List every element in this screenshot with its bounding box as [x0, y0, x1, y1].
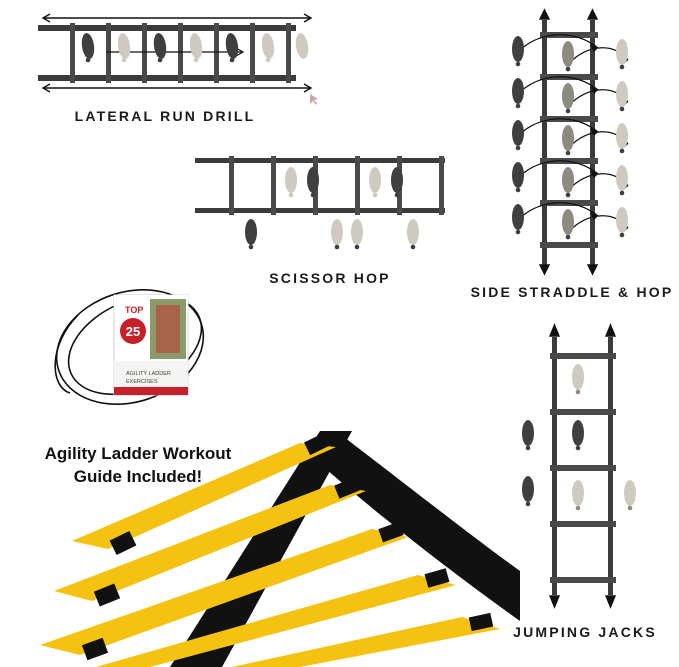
ladder-rail-bottom — [38, 75, 296, 81]
footprints — [522, 364, 636, 510]
booklet-sub-label-2: EXERCISES — [126, 379, 158, 385]
ladder-rail-top — [38, 25, 296, 31]
guide-line-1: Agility Ladder Workout — [44, 444, 232, 463]
guide-line-2: Guide Included! — [73, 466, 203, 486]
caption-side-straddle-and-hop: SIDE STRADDLE & HOP — [470, 284, 674, 300]
booklet-sub-label: AGILITY LADDER — [126, 371, 171, 377]
footprints — [80, 32, 310, 62]
guide-booklet — [114, 295, 188, 395]
ladder-rungs — [550, 353, 616, 583]
panel-side-straddle-and-hop — [490, 4, 679, 279]
arrow-top — [43, 14, 311, 22]
arrow-bottom — [43, 84, 311, 92]
footprints-outside — [245, 219, 419, 249]
yellow-agility-ladder — [0, 425, 520, 667]
caption-scissor-hop: SCISSOR HOP — [269, 270, 391, 286]
ladder-rungs — [229, 156, 444, 215]
caption-lateral-run-drill: LATERAL RUN DRILL — [74, 108, 256, 124]
ladder-rungs — [70, 23, 291, 83]
lateral-run-drill-diagram — [10, 6, 320, 106]
ladder-rail-right — [590, 20, 595, 265]
footprints — [512, 36, 628, 239]
booklet-number: 25 — [125, 324, 141, 339]
footprints-inside — [285, 167, 403, 197]
cursor-mark — [310, 94, 318, 105]
panel-lateral-run-drill — [10, 6, 320, 106]
panel-scissor-hop — [185, 140, 475, 260]
panel-agility-guide — [30, 275, 250, 435]
panel-agility-ladder-product — [0, 425, 520, 667]
caption-jumping-jacks: JUMPING JACKS — [513, 624, 657, 640]
booklet-top-label: TOP — [125, 305, 144, 315]
guide-loop-illustration — [30, 275, 250, 435]
scissor-hop-diagram — [185, 140, 475, 260]
side-straddle-hop-diagram — [490, 4, 679, 279]
ladder-rail-left — [542, 20, 547, 265]
